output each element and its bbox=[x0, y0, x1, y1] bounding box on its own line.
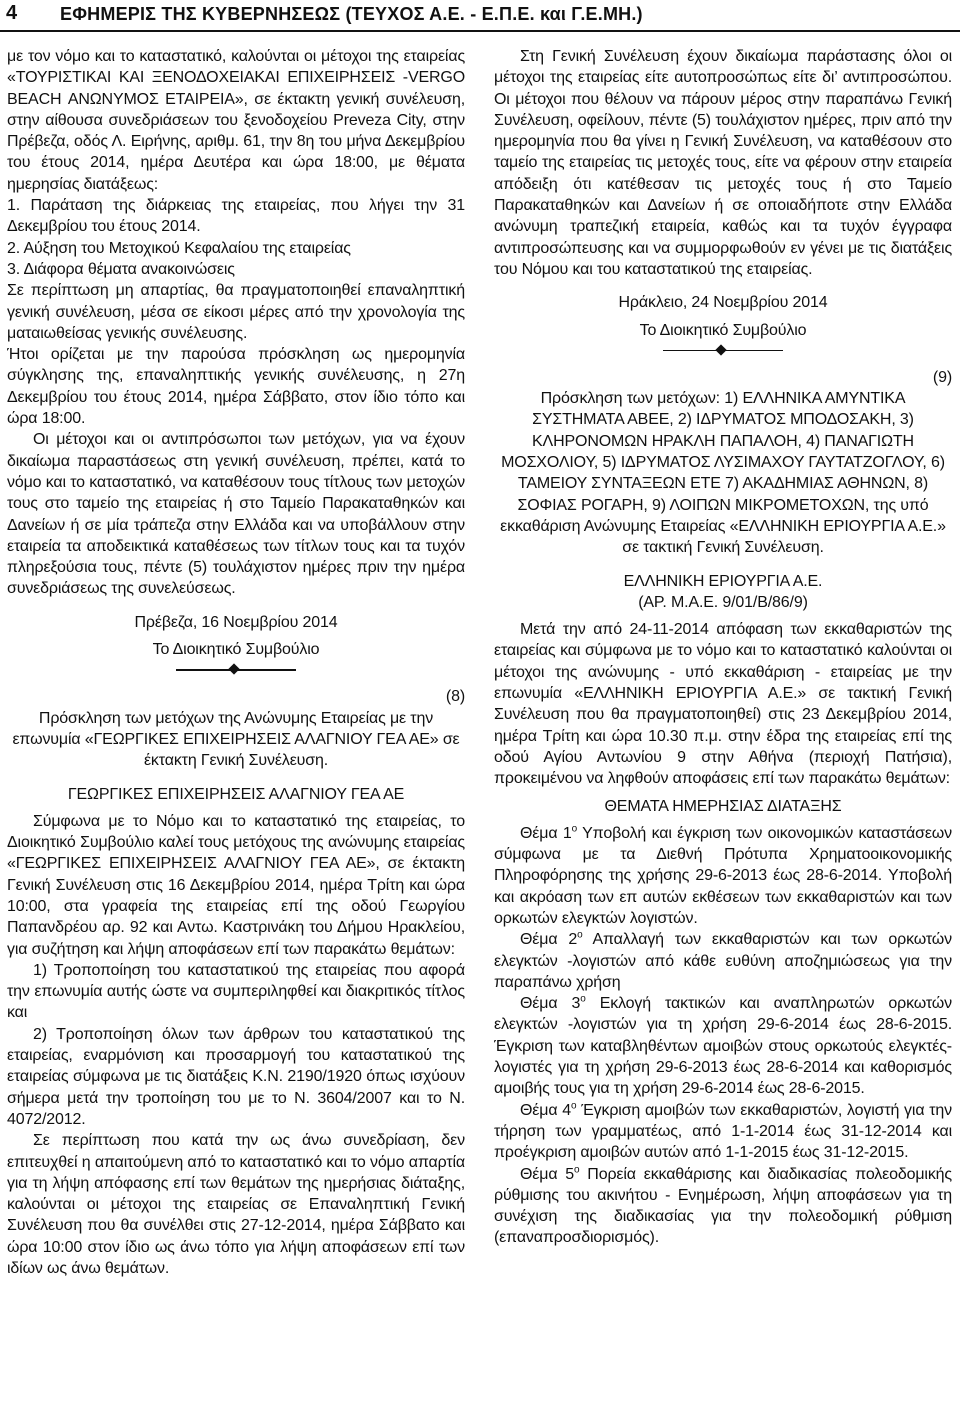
agenda-list bbox=[494, 823, 952, 1249]
agenda-item-ordinal: ο bbox=[571, 1100, 577, 1112]
agenda-item-label: Θέμα 2 bbox=[520, 931, 578, 949]
agenda-item bbox=[494, 993, 952, 1099]
diamond-icon bbox=[228, 664, 239, 675]
left-column bbox=[7, 46, 465, 1418]
agenda-item-label: Θέμα 3 bbox=[520, 995, 581, 1013]
agenda-item-1: 1. Παράταση της διάρκειας της εταιρείας, που λήγει την 31 Δεκεμβρίου του έτους 2014. bbox=[7, 197, 465, 236]
agenda-item-text: Απαλλαγή των εκκαθαριστών και των ορκωτών ελεγκτών -λογιστών από κάθε ευθύνη αποζημιώσεως για την παραπάνω χρήση bbox=[494, 931, 952, 991]
agenda-item-text: Πορεία εκκαθάρισης και διαδικασίας πολεοδομικής ρύθμισης του ακινήτου - Ενημέρωση, λήψη αποφάσεων για τη συνέχιση της διαδικασίας για την πολεοδομική ρύθμιση (επαναπροσδιορισμός). bbox=[494, 1165, 952, 1247]
registry-number: (ΑΡ. Μ.Α.Ε. 9/01/Β/86/9) bbox=[638, 593, 808, 611]
gazette-title: ΕΦΗΜΕΡΙΣ ΤΗΣ ΚΥΒΕΡΝΗΣΕΩΣ (ΤΕΥΧΟΣ Α.Ε. - Ε.Π.Ε. και Γ.Ε.ΜΗ.) bbox=[60, 4, 643, 24]
agenda-item bbox=[494, 1100, 952, 1164]
topic-1: 1) Τροποποίηση του καταστατικού της εταιρείας που αφορά την επωνυμία αυτής ώστε να συμπεριληφθεί και διακριτικός τίτλος και bbox=[7, 961, 465, 1022]
notice-body: Μετά την από 24-11-2014 απόφαση των εκκαθαριστών της εταιρείας και σύμφωνα με το νόμο και το καταστατικό καλούνται οι μέτοχοι της ανώνυμης - υπό εκκαθάριση - εταιρείας με την επωνυμία «ΕΛΛΗΝΙΚΗ ΕΡΙΟΥΡΓΙΑ Α.Ε.» σε τακτική Γενική Συνέλευση που θα πραγματοποιηθεί) στις 23 Δεκεμβρίου 2014, ημέρα Τρίτη και ώρα 10.30 π.μ. στην έδρα της εταιρείας επί της οδού Αγίου Αντωνίου 9 στην Αθήνα (περιοχή Πατήσια), προκειμένου να ληφθούν αποφάσεις επί των παρακάτω θεμάτων: bbox=[494, 621, 952, 788]
agenda-item-2: 2. Αύξηση του Μετοχικού Κεφαλαίου της εταιρείας bbox=[7, 239, 351, 257]
topic-2: 2) Τροποποίηση όλων των άρθρων του καταστατικού της εταιρείας, εναρμόνιση και προσαρμογή του καταστατικού της εταιρείας σύμφωνα με τις διατάξεις Κ.Ν. 2190/1920 όπως ισχύουν σήμερα μετά την τροποίηση του με το Ν. 3604/2007 και το Ν. 4072/2012. bbox=[7, 1025, 465, 1128]
notice-title: Πρόσκληση των μετόχων: 1) ΕΛΛΗΝΙΚΑ ΑΜΥΝΤΙΚΑ ΣΥΣΤΗΜΑΤΑ ΑΒΕΕ, 2) ΙΔΡΥΜΑΤΟΣ ΜΠΟΔΟΣΑΚΗ, 3) ΚΛΗΡΟΝΟΜΩΝ ΗΡΑΚΛΗ ΠΑΠΑΛΟΗ, 4) ΠΑΝΑΓΙΩΤΗ ΜΟΣΧΟΛΙΟΥ, 5) ΙΔΡΥΜΑΤΟΣ ΛΥΣΙΜΑΧΟΥ ΓΑΥΤΑΤΖΟΓΛΟΥ, 6) ΤΑΜΕΙΟΥ ΣΥΝΤΑΞΕΩΝ ΕΤΕ 7) ΑΚΑΔΗΜΙΑΣ ΑΘΗΝΩΝ, 8) ΣΟΦΙΑΣ ΡΟΓΑΡΗ, 9) ΛΟΙΠΩΝ ΜΙΚΡΟΜΕΤΟΧΩΝ, της υπό εκκαθάριση Ανώνυμης Εταιρείας «ΕΛΛΗΝΙΚΗ ΕΡΙΟΥΡΓΙΑ Α.Ε.» σε τακτική Γενική Συνέλευση. bbox=[500, 390, 946, 557]
signature: Το Διοικητικό Συμβούλιο bbox=[152, 641, 320, 659]
agenda-item-text: Έγκριση αμοιβών των εκκαθαριστών, λογιστή για την τήρηση των γραμματέως, από 1-1-2014 έως 31-12-2014 και προέγκριση αμοιβών αυτών από 1-1-2015 έως 31-12-2015. bbox=[494, 1101, 952, 1162]
quorum-paragraph: Σε περίπτωση μη απαρτίας, θα πραγματοποιηθεί επαναληπτική γενική συνέλευση, μέσα σε είκοσι μέρες από την χρονολογία της ματαιωθείσας γενικής συνέλευσης. bbox=[7, 282, 465, 342]
page-header bbox=[0, 0, 960, 32]
agenda-item-text: Υποβολή και έγκριση των οικονομικών καταστάσεων σύμφωνα με τα Διεθνή Πρότυπα Χρηματοοικονομικής Πληροφόρησης της χρήσης 29-6-2013 έως 28-6-2014. Υποβολή και ακρόαση των επ αυτών εκθέσεων των εκκαθαριστών και των ορκωτών ελεγκτών λογιστών. bbox=[494, 824, 952, 927]
notice-number: (8) bbox=[445, 688, 465, 706]
notice-number: (9) bbox=[932, 368, 952, 386]
agenda-item-ordinal: ο bbox=[571, 823, 578, 835]
agenda-item-ordinal: ο bbox=[577, 929, 583, 941]
agenda-item-label: Θέμα 5 bbox=[520, 1165, 575, 1183]
notice-body: Σύμφωνα με το Νόμο και το καταστατικό της εταιρείας, το Διοικητικό Συμβούλιο καλεί τους μετόχους της ανώνυμης εταιρείας «ΓΕΩΡΓΙΚΕΣ ΕΠΙΧΕΙΡΗΣΕΙΣ ΑΛΑΓΝΙΟΥ ΓΕΑ ΑΕ», σε έκτακτη Γενική Συνέλευση στις 16 Δεκεμβρίου 2014, ημέρα Τρίτη και ώρα 10:00, στα γραφεία της εταιρείας επί της οδού Γεωργίου Παπανδρέου αρ. 92 και Αντω. Καστρινάκη του Δήμου Ηρακλείου, για συζήτηση και λήψη αποφάσεων επί των παρακάτω θεμάτων: bbox=[7, 812, 465, 958]
agenda-item bbox=[494, 823, 952, 929]
agenda-title: ΘΕΜΑΤΑ ΗΜΕΡΗΣΙΑΣ ΔΙΑΤΑΞΗΣ bbox=[604, 797, 842, 815]
shareholders-paragraph: Οι μέτοχοι και οι αντιπρόσωποι των μετόχων, για να έχουν δικαίωμα παραστάσεως στη γενική συνέλευση, πρέπει, κατά το νόμο και το καταστατικό, να καταθέσουν τους τίτλους των μετοχών τους στο ταμείο της εταιρείας ή στο Ταμείο Παρακαταθηκών και Δανείων ή σε μία τράπεζα στην Ελλάδα και να υποβάλλουν στην εταιρεία τα αποδεικτικά καταθέσεως των τίτλων τους και τα τυχόν πληρεξούσια τους, πέντε (5) τουλάχιστον ημέρες πριν την ημέρα συνεδριάσεως της συνελεύσεως. bbox=[7, 431, 465, 598]
repeat-meeting-paragraph-2: Σε περίπτωση που κατά την ως άνω συνεδρίαση, δεν επιτευχθεί η απαιτούμενη από το καταστατικό και το νόμο απαρτία για τη λήψη απόφασης επί των θεμάτων της ημερήσιας διάταξης, καλούνται οι μέτοχοι της εταιρείας σε Επαναληπτική Γενική Συνέλευση που θα συνέλθει στις 27-12-2014, ημέρα Σάββατο και ώρα 10:00 στον ίδιο ως άνω τόπο για λήψη αποφάσεων επί των ιδίων ως άνω θεμάτων. bbox=[7, 1132, 465, 1278]
company-name: ΓΕΩΡΓΙΚΕΣ ΕΠΙΧΕΙΡΗΣΕΙΣ ΑΛΑΓΝΙΟΥ ΓΕΑ ΑΕ bbox=[67, 785, 405, 803]
agenda-item bbox=[494, 1164, 952, 1249]
page-number: 4 bbox=[6, 2, 18, 24]
agenda-item-label: Θέμα 4 bbox=[520, 1101, 571, 1119]
agenda-item-ordinal: ο bbox=[574, 1164, 580, 1176]
agenda-item-text: Εκλογή τακτικών και αναπληρωτών ορκωτών ελεγκτών -λογιστών για τη χρήση 29-6-2014 έως 28-6-2015. Έγκριση των καταβληθέντων αμοιβών στους ορκωτούς ελεγκτές-λογιστές για τη χρήση 29-6-2013 έως 28-6-2014 και καθορισμός αμοιβής τους για τη χρήση 29-6-2014 έως 28-6-2015. bbox=[494, 995, 952, 1098]
signature: Το Διοικητικό Συμβούλιο bbox=[639, 321, 807, 339]
agenda-item bbox=[494, 929, 952, 993]
place-date: Ηράκλειο, 24 Νοεμβρίου 2014 bbox=[618, 294, 828, 312]
section-divider bbox=[663, 345, 783, 357]
section-divider bbox=[176, 664, 296, 676]
right-column bbox=[494, 46, 952, 1418]
company-name: ΕΛΛΗΝΙΚΗ ΕΡΙΟΥΡΓΙΑ Α.Ε. bbox=[623, 572, 823, 590]
rights-paragraph: Στη Γενική Συνέλευση έχουν δικαίωμα παράστασης όλοι οι μέτοχοι της εταιρείας είτε αυτοπροσώπως είτε δι’ αντιπροσώπου. Οι μέτοχοι που θέλουν να πάρουν μέρος στην παραπάνω Γενική Συνέλευση, οφείλουν, πέντε (5) τουλάχιστον ημέρες, πριν από την ημερομηνία που θα γίνει η Γενική Συνέλευση, να καταθέσουν στο ταμείο της εταιρείας τις μετοχές τους, είτε να φέρουν στην εταιρεία απόδειξη ότι κατέθεσαν τις μετοχές τους ή στο Ταμείο Παρακαταθηκών και Δανείων ή σε οποιαδήποτε στην Ελλάδα ανώνυμη τραπεζική εταιρεία, καθώς και τα τυχόν έγγραφα αντιπροσώπευσης και να συμμορφωθούν εν γένει με τις διατάξεις του Νόμου και του καταστατικού της εταιρείας. bbox=[494, 48, 952, 278]
notice-title: Πρόσκληση των μετόχων της Ανώνυμης Εταιρείας με την επωνυμία «ΓΕΩΡΓΙΚΕΣ ΕΠΙΧΕΙΡΗΣΕΙΣ ΑΛΑΓΝΙΟΥ ΓΕΑ ΑΕ» σε έκτακτη Γενική Συνέλευση. bbox=[12, 709, 460, 770]
agenda-item-3: 3. Διάφορα θέματα ανακοινώσεις bbox=[7, 260, 235, 278]
notice-7-intro: με τον νόμο και το καταστατικό, καλούνται οι μέτοχοι της εταιρείας «ΤΟΥΡΙΣΤΙΚΑΙ ΚΑΙ ΞΕΝΟΔΟΧΕΙΑΚΑΙ ΕΠΙΧΕΙΡΗΣΕΙΣ -VERGO BEACH ΑΝΩΝΥΜΟΣ ΕΤΑΙΡΕΙΑ», σε έκτακτη γενική συνέλευση, στην αίθουσα συνεδριάσεων του ξενοδοχείου Preveza City, στην Πρέβεζα, οδός Λ. Ειρήνης, αριθμ. 61, την 8η του μήνα Δεκεμβρίου του έτους 2014, ημέρα Δευτέρα και ώρα 18:00, με θέματα ημερησίας διατάξεως: bbox=[7, 48, 465, 193]
agenda-item-ordinal: ο bbox=[580, 993, 586, 1005]
diamond-icon bbox=[715, 344, 726, 355]
agenda-item-label: Θέμα 1 bbox=[520, 824, 572, 842]
repeat-meeting-paragraph: Ήτοι ορίζεται με την παρούσα πρόσκληση ως ημερομηνία σύγκλησης της, επαναληπτικής γενικής συνέλευσης, η 27η Δεκεμβρίου του έτους 2014, ημέρα Σάββατο, στον ίδιο τόπο και ώρα 18:00. bbox=[7, 346, 465, 428]
place-date: Πρέβεζα, 16 Νοεμβρίου 2014 bbox=[134, 613, 338, 631]
